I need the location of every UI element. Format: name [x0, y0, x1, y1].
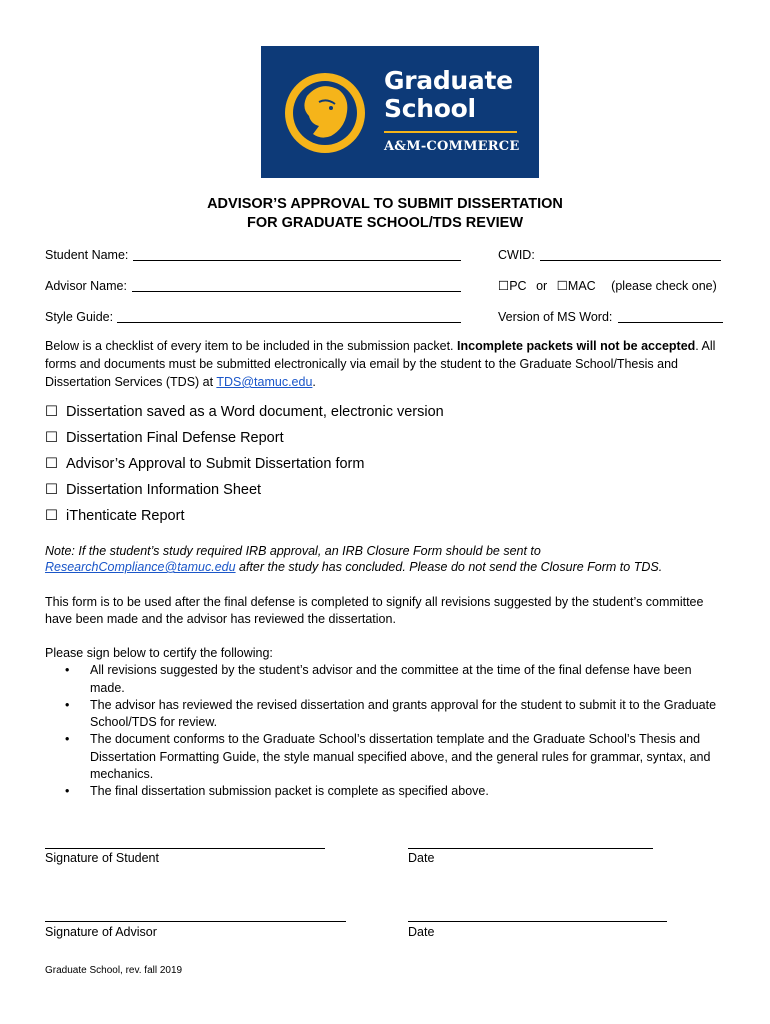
intro-paragraph [45, 337, 727, 391]
advisor-name-field[interactable] [132, 291, 461, 292]
title-line-1: ADVISOR’S APPROVAL TO SUBMIT DISSERTATION [207, 196, 563, 212]
advisor-date-label: Date [408, 925, 435, 939]
checklist-item [45, 455, 364, 473]
style-guide-field[interactable] [117, 322, 461, 323]
certification-lead: Please sign below to certify the following: [45, 646, 273, 660]
checklist-checkbox[interactable]: ☐ [45, 508, 58, 524]
check-one-text: (please check one) [611, 279, 717, 293]
form-title [0, 195, 770, 233]
checklist-label: Dissertation Information Sheet [66, 482, 262, 498]
checklist-label: Dissertation saved as a Word document, electronic version [66, 404, 444, 420]
logo-commerce: A&M-COMMERCE [384, 139, 520, 154]
student-date-label: Date [408, 851, 435, 865]
mac-checkbox[interactable]: ☐ [556, 279, 568, 293]
note-text-2: after the study has concluded. Please do not send the Closure Form to TDS. [235, 560, 663, 574]
checklist-checkbox[interactable]: ☐ [45, 482, 58, 498]
logo-graduate: Graduate [384, 66, 513, 95]
logo-divider [384, 131, 517, 133]
student-signature-label: Signature of Student [45, 851, 159, 865]
intro-text-3: . [312, 375, 316, 389]
certification-list [45, 662, 727, 800]
intro-text-1: Below is a checklist of every item to be included in the submission packet. [45, 339, 458, 353]
ms-word-field[interactable] [618, 322, 723, 323]
checklist-item [45, 429, 284, 447]
certification-bullet: • The final dissertation submission packet is complete as specified above. [45, 783, 727, 800]
intro-text-2: . All forms and documents must be submitted electronically via email by the student to the Graduate School/Thesis and Dissertation Services (TDS) at [45, 339, 716, 389]
footer-revision: Graduate School, rev. fall 2019 [45, 965, 183, 976]
pc-label: PC [509, 279, 527, 293]
checklist-item [45, 403, 444, 421]
checklist-checkbox[interactable]: ☐ [45, 430, 58, 446]
advisor-date-line[interactable] [408, 921, 667, 922]
cwid-field[interactable] [540, 260, 721, 261]
student-date-line[interactable] [408, 848, 653, 849]
advisor-name-label: Advisor Name: [45, 279, 127, 293]
intro-warning: Incomplete packets will not be accepted [457, 339, 696, 353]
advisor-signature-label: Signature of Advisor [45, 925, 157, 939]
certification-section [45, 645, 727, 801]
irb-note [45, 543, 727, 575]
checklist-label: iThenticate Report [66, 508, 185, 524]
certification-bullet: • The advisor has reviewed the revised dissertation and grants approval for the student to submit it to the Graduate School/TDS for review. [45, 697, 727, 732]
checklist-item [45, 507, 184, 525]
style-guide-label: Style Guide: [45, 310, 114, 324]
student-name-field[interactable] [133, 260, 461, 261]
checklist-item [45, 481, 261, 499]
certification-bullet: • The document conforms to the Graduate School’s dissertation template and the Graduate School’s Thesis and Dissertation Formatting Guide, the style manual specified above, and the general rules for grammar, syntax, and mechanics. [45, 731, 727, 783]
checklist-checkbox[interactable]: ☐ [45, 404, 58, 420]
advisor-signature-line[interactable] [45, 921, 346, 922]
student-name-label: Student Name: [45, 248, 129, 262]
student-signature-line[interactable] [45, 848, 325, 849]
lion-head-icon [261, 46, 381, 178]
pc-checkbox[interactable]: ☐ [498, 279, 510, 293]
logo-school: School [384, 94, 476, 123]
or-text: or [536, 279, 548, 293]
cwid-label: CWID: [498, 248, 535, 262]
certification-bullet: • All revisions suggested by the student’s advisor and the committee at the time of the final defense have been made. [45, 662, 727, 697]
tds-email-link[interactable]: TDS@tamuc.edu [216, 375, 313, 389]
checklist-checkbox[interactable]: ☐ [45, 456, 58, 472]
computer-type-row [498, 278, 717, 294]
mac-label: MAC [567, 279, 596, 293]
graduate-school-logo [261, 46, 539, 178]
note-text-1: Note: If the student’s study required IRB approval, an IRB Closure Form should be sent to [45, 544, 541, 558]
purpose-paragraph: This form is to be used after the final defense is completed to signify all revisions suggested by the student’s committee have been made and the advisor has reviewed the dissertation. [45, 595, 704, 626]
ms-word-label: Version of MS Word: [498, 310, 613, 324]
research-compliance-email-link[interactable]: ResearchCompliance@tamuc.edu [45, 560, 236, 574]
checklist-label: Dissertation Final Defense Report [66, 430, 284, 446]
checklist-label: Advisor’s Approval to Submit Dissertation form [66, 456, 365, 472]
title-line-2: FOR GRADUATE SCHOOL/TDS REVIEW [246, 215, 524, 231]
